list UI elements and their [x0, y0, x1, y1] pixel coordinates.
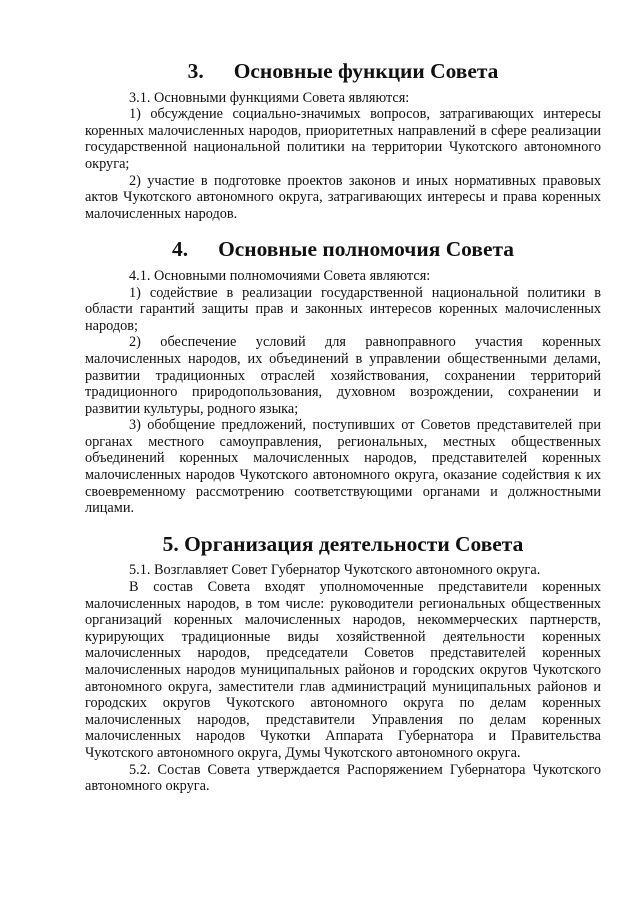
paragraph: 3) обобщение предложений, поступивших от Советов представителей при органах местного самоуправления, региональных, местных общественных объединений коренных малочисленных народов, представителей коренных малочисленных народов Чукотского автономного округа, оказание содействия к их своевременному рассмотрению соответствующими органами и должностными лицами.: [85, 417, 601, 517]
paragraph: В состав Совета входят уполномоченные представители коренных малочисленных народов, в том числе: руководители региональных общественных организаций коренных малочисленных народов, некоммерческих партнерств, курирующих традиционные виды хозяйственной деятельности коренных малочисленных народов, председатели Советов представителей коренных малочисленных народов муниципальных районов и городских округов Чукотского автономного округа, заместители глав администраций муниципальных районов и городских округов Чукотского автономного округа по делам коренных малочисленных народов, представители Управления по делам коренных малочисленных народов Чукотки Аппарата Губернатора и Правительства Чукотского автономного округа, Думы Чукотского автономного округа.: [85, 579, 601, 761]
section-5: [85, 531, 601, 795]
paragraph: 1) обсуждение социально-значимых вопросов, затрагивающих интересы коренных малочисленных народов, приоритетных направлений в сфере реализации государственной национальной политики на территории Чукотского автономного округа;: [85, 106, 601, 172]
paragraph: 3.1. Основными функциями Совета являются:: [129, 89, 410, 106]
section-4-number: 4.: [172, 237, 189, 262]
paragraph: 2) обеспечение условий для равноправного участия коренных малочисленных народов, их объединений в управлении общественными делами, развитии традиционных отраслей хозяйствования, сохранении территорий традиционного природопользования, духовном возрождении, сохранении и развитии культуры, родного языка;: [85, 334, 601, 417]
section-5-title: 5. Организация деятельности Совета: [162, 531, 524, 556]
section-3-heading: [85, 59, 601, 83]
paragraph: 1) содействие в реализации государственной национальной политики в области гарантий защиты прав и законных интересов коренных малочисленных народов;: [85, 284, 601, 334]
document-body: [85, 58, 601, 795]
section-3: [85, 59, 601, 222]
paragraph: 5.1. Возглавляет Совет Губернатор Чукотского автономного округа.: [129, 562, 541, 579]
section-4-heading: [85, 237, 601, 262]
paragraph: 2) участие в подготовке проектов законов и иных нормативных правовых актов Чукотского автономного округа, затрагивающих интересы и права коренных малочисленных народов.: [85, 172, 601, 222]
paragraph: 5.2. Состав Совета утверждается Распоряжением Губернатора Чукотского автономного округа.: [85, 761, 601, 795]
section-4: [85, 237, 601, 517]
section-3-number: 3.: [187, 59, 204, 83]
section-3-title: Основные функции Совета: [233, 59, 499, 83]
section-5-heading: [85, 531, 601, 556]
section-4-title: Основные полномочия Совета: [218, 237, 514, 262]
paragraph: 4.1. Основными полномочиями Совета являются:: [129, 267, 431, 284]
